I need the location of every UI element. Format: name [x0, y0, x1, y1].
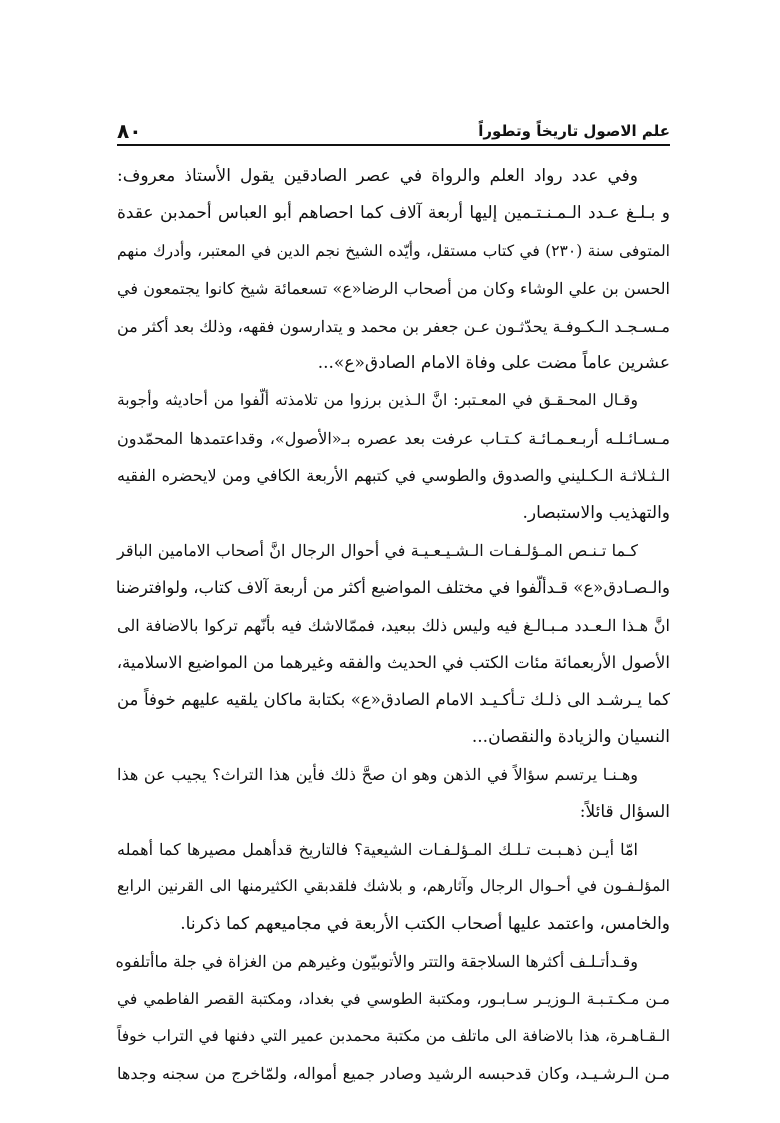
text-line: المتوفى سنة (٢٣٠) في كتاب مستقل، وأيّده الشيخ نجم الدين في المعتبر، وأدرك منهم — [117, 241, 670, 260]
page-number: ٨٠ — [117, 119, 142, 143]
text-line: الحسن بن علي الوشاء وكان من أصحاب الرضا«ع» تسعمائة شيخ كانوا يجتمعون في — [117, 279, 670, 299]
text-line: عشرين عاماً مضت على وفاة الامام الصادق«ع»... — [317, 352, 670, 373]
running-header — [117, 118, 670, 144]
text-line: كـما تـنـص المـؤلـفـات الـشـيـعـيـة في أحوال الرجال انَّ أصحاب الامامين الباقر — [117, 540, 638, 560]
text-line: وقـدأتـلـف أكثرها السلاجقة والتتر والأتوبيّون وغيرهم من الغزاة في جلة ماأتلفوه — [115, 952, 638, 972]
body-text — [117, 158, 670, 1093]
text-line: الـثـلاثـة الـكـليني والصدوق والطوسي في كتبهم الأربعة الكافي ومن لايحضره الفقيه — [117, 466, 670, 486]
text-line: السؤال قائلاً: — [579, 801, 670, 822]
text-line: مـسـجـد الـكـوفـة يحدّثـون عـن جعفر بن محمد و يتدارسون فقهه، وذلك بعد أكثر من — [116, 316, 670, 336]
text-line: مـن مـكـتـبـة الـوزيـر سـابـور، ومكتبة الطوسي في بغداد، ومكتبة القصر الفاطمي في — [117, 989, 670, 1008]
text-line: والتهذيب والاستبصار. — [522, 502, 670, 523]
text-line: امّا أيـن ذهـبـت تـلـك المـؤلـفـات الشيعية؟ فالتاريخ قدأهمل مصيرها كما أهمله — [117, 840, 638, 860]
text-line: والخامس، واعتمد عليها أصحاب الكتب الأربعة في مجاميعهم كما ذكرنا. — [180, 913, 670, 934]
text-line: مـسـائـلـه أربـعـمـائـة كـتـاب عرفت بعد عصره بـ«الأصول»، وقداعتمدها المحمّدون — [117, 428, 670, 448]
running-title: علم الاصول تاريخاً وتطوراً — [478, 122, 670, 140]
text-line: و بـلـغ عـدد الـمـنـتـمين إليها أربعة آلاف كما احصاهم أبو العباس أحمدبن عقدة — [117, 203, 670, 224]
text-line: الأصول الأربعمائة مئات الكتب في الحديث والفقه وغيرهما من المواضيع الاسلامية، — [116, 653, 670, 673]
text-line: المؤلـفـون في أحـوال الرجال وآثارهم، و بلاشك فلقدبقي الكثيرمنها الى القرنين الرابع — [117, 877, 670, 896]
text-line: وفي عدد رواد العلم والرواة في عصر الصادقين يقول الأستاذ معروف: — [117, 166, 638, 186]
text-line: وقـال المحـقـق في المعـتبر: انَّ الـذين برزوا من تلامذته ألّفوا من أحاديثه وأجوبة — [117, 391, 638, 410]
text-line: وهـنـا يرتسم سؤالاً في الذهن وهو ان صحَّ ذلك فأين هذا التراث؟ يجيب عن هذا — [117, 765, 638, 785]
text-line: الـقـاهـرة، هذا بالاضافة الى ماتلف من مكتبة محمدبن عمير التي دفنها في التراب خوفاً — [117, 1026, 670, 1045]
text-line: كما يـرشـد الى ذلـك تـأكـيـد الامام الصادق«ع» بكتابة ماكان يلقيه عليهم خوفاً من — [117, 690, 670, 710]
text-line: النسيان والزيادة والنقصان... — [471, 726, 670, 747]
header-rule — [117, 144, 670, 146]
text-line: والـصـادق«ع» قـدألّفوا في مختلف المواضيع أكثر من أربعة آلاف كتاب، ولوافترضنا — [115, 578, 670, 598]
text-line: انَّ هـذا الـعـدد مـبـالـغ فيه وليس ذلك ببعيد، فممّالاشك فيه بأنّهم تركوا بالاضافة الى — [117, 615, 670, 635]
text-line: مـن الـرشـيـد، وكان قدحبسه الرشيد وصادر جميع أمواله، ولمّاخرج من سجنه وجدها — [117, 1064, 670, 1084]
